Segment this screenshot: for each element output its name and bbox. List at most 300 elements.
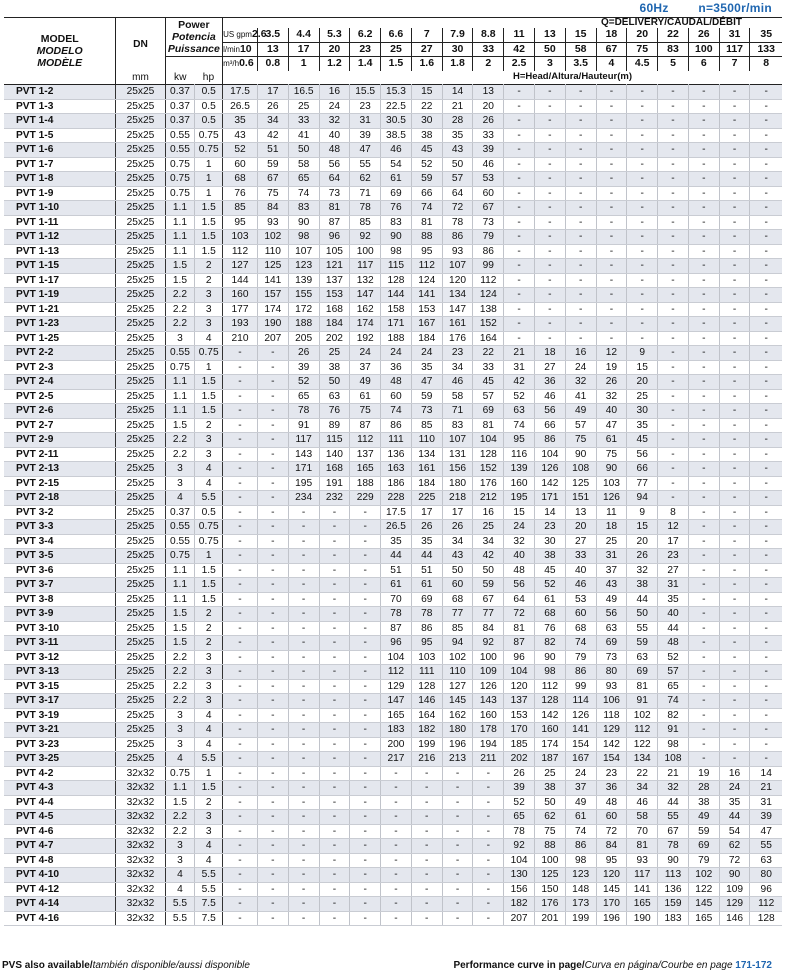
flow-value: 75: [627, 42, 658, 57]
head-cell: 72: [442, 201, 473, 216]
head-cell: 37: [596, 563, 627, 578]
head-cell: 42: [473, 549, 504, 564]
head-cell: -: [719, 592, 750, 607]
flow-value: 13: [534, 28, 565, 42]
speed-caption: [613, 1, 772, 15]
head-cell: -: [319, 708, 350, 723]
head-cell: 114: [565, 694, 596, 709]
head-cell: 70: [381, 592, 412, 607]
model-cell: PVT 3-19: [4, 708, 116, 723]
head-cell: 17: [257, 85, 288, 100]
head-cell: 202: [504, 752, 535, 767]
head-cell: 141: [411, 288, 442, 303]
head-cell: -: [719, 708, 750, 723]
head-cell: 17: [442, 505, 473, 520]
head-cell: 93: [596, 679, 627, 694]
head-cell: -: [534, 99, 565, 114]
head-cell: -: [350, 839, 381, 854]
head-cell: -: [688, 679, 719, 694]
head-cell: 45: [473, 375, 504, 390]
head-cell: 102: [442, 650, 473, 665]
head-cell: 89: [319, 418, 350, 433]
head-cell: -: [719, 462, 750, 477]
head-cell: 171: [534, 491, 565, 506]
flow-value: 27: [411, 42, 442, 57]
head-cell: -: [596, 302, 627, 317]
dn-cell: 25x25: [116, 346, 165, 361]
head-cell: 63: [596, 621, 627, 636]
head-cell: 52: [658, 650, 689, 665]
head-cell: -: [719, 563, 750, 578]
table-row: [4, 85, 782, 100]
head-cell: 60: [565, 607, 596, 622]
head-cell: -: [688, 273, 719, 288]
head-cell: -: [257, 911, 288, 926]
hp-cell: 7.5: [195, 897, 223, 912]
head-cell: 50: [627, 607, 658, 622]
head-cell: -: [688, 128, 719, 143]
head-cell: -: [257, 694, 288, 709]
head-cell: -: [627, 172, 658, 187]
head-cell: -: [257, 476, 288, 491]
table-row: [4, 520, 782, 535]
model-cell: PVT 3-12: [4, 650, 116, 665]
head-cell: 38: [534, 549, 565, 564]
head-cell: 78: [288, 404, 319, 419]
head-cell: 156: [504, 882, 535, 897]
dn-cell: 25x25: [116, 244, 165, 259]
hp-cell: 1.5: [195, 592, 223, 607]
head-cell: 85: [350, 215, 381, 230]
head-cell: 127: [223, 259, 258, 274]
head-cell: -: [223, 679, 258, 694]
power-unit-spacer: [165, 57, 222, 71]
head-cell: 39: [504, 781, 535, 796]
flow-value: 4.5: [627, 57, 658, 71]
head-cell: -: [504, 186, 535, 201]
head-cell: 45: [534, 563, 565, 578]
head-cell: 165: [350, 462, 381, 477]
hp-cell: 3: [195, 317, 223, 332]
dn-cell: 25x25: [116, 665, 165, 680]
kw-cell: 5.5: [165, 897, 195, 912]
table-row: [4, 215, 782, 230]
head-cell: 92: [473, 636, 504, 651]
head-cell: 60: [223, 157, 258, 172]
head-cell: -: [223, 563, 258, 578]
head-cell: -: [750, 505, 782, 520]
head-cell: -: [288, 520, 319, 535]
head-cell: 120: [504, 679, 535, 694]
head-cell: -: [750, 244, 782, 259]
head-cell: 14: [442, 85, 473, 100]
hp-cell: 1: [195, 186, 223, 201]
dn-cell: 32x32: [116, 824, 165, 839]
head-cell: 229: [350, 491, 381, 506]
head-cell: 38: [534, 781, 565, 796]
head-cell: 23: [350, 99, 381, 114]
m3h-unit: [223, 57, 258, 71]
head-cell: 93: [442, 244, 473, 259]
dn-cell: 25x25: [116, 592, 165, 607]
table-row: [4, 781, 782, 796]
head-cell: 136: [381, 447, 412, 462]
model-cell: PVT 1-12: [4, 230, 116, 245]
head-cell: 160: [473, 708, 504, 723]
head-cell: 39: [473, 143, 504, 158]
flow-value: 26: [688, 28, 719, 42]
head-cell: 42: [257, 128, 288, 143]
dn-unit: mm: [116, 71, 165, 85]
head-cell: -: [750, 273, 782, 288]
head-cell: 75: [257, 186, 288, 201]
head-cell: -: [688, 99, 719, 114]
head-cell: -: [257, 346, 288, 361]
model-cell: PVT 1-19: [4, 288, 116, 303]
table-row: [4, 563, 782, 578]
table-row: [4, 665, 782, 680]
head-cell: 96: [750, 882, 782, 897]
head-cell: 84: [473, 621, 504, 636]
head-cell: 67: [658, 824, 689, 839]
head-cell: 69: [688, 839, 719, 854]
head-cell: 59: [257, 157, 288, 172]
head-cell: -: [319, 795, 350, 810]
flow-value: 3.5: [565, 57, 596, 71]
head-cell: 90: [288, 215, 319, 230]
head-cell: 126: [473, 679, 504, 694]
head-cell: -: [688, 636, 719, 651]
hp-cell: 2: [195, 621, 223, 636]
head-cell: 12: [658, 520, 689, 535]
head-cell: 18: [534, 346, 565, 361]
head-cell: 199: [565, 911, 596, 926]
hp-cell: 2: [195, 273, 223, 288]
dn-cell: 25x25: [116, 578, 165, 593]
head-cell: 157: [257, 288, 288, 303]
head-cell: 13: [473, 85, 504, 100]
head-cell: 32: [504, 534, 535, 549]
hp-cell: 4: [195, 331, 223, 346]
head-cell: -: [719, 128, 750, 143]
head-cell: 81: [627, 839, 658, 854]
flow-value: 6.2: [350, 28, 381, 42]
head-cell: 137: [350, 447, 381, 462]
hp-cell: 4: [195, 723, 223, 738]
head-cell: 50: [442, 157, 473, 172]
table-body: [4, 85, 782, 926]
head-cell: 32: [627, 563, 658, 578]
table-row: [4, 607, 782, 622]
head-cell: -: [223, 418, 258, 433]
hp-cell: 0.75: [195, 143, 223, 158]
head-cell: -: [627, 288, 658, 303]
head-cell: 90: [534, 650, 565, 665]
head-cell: -: [411, 766, 442, 781]
head-cell: -: [658, 259, 689, 274]
head-cell: -: [750, 331, 782, 346]
head-cell: -: [504, 114, 535, 129]
head-cell: -: [658, 201, 689, 216]
kw-cell: 0.37: [165, 85, 195, 100]
head-cell: 40: [319, 128, 350, 143]
hp-header: hp: [202, 71, 215, 83]
head-cell: 212: [473, 491, 504, 506]
head-cell: 46: [534, 389, 565, 404]
hp-cell: 3: [195, 679, 223, 694]
dn-cell: 25x25: [116, 230, 165, 245]
head-cell: 48: [504, 563, 535, 578]
head-cell: 38.5: [381, 128, 412, 143]
head-cell: -: [750, 346, 782, 361]
head-cell: -: [350, 752, 381, 767]
head-cell: 57: [658, 665, 689, 680]
kw-cell: 1.1: [165, 563, 195, 578]
head-cell: -: [658, 418, 689, 433]
table-row: [4, 897, 782, 912]
head-cell: 142: [534, 708, 565, 723]
head-cell: 213: [442, 752, 473, 767]
head-cell: -: [750, 592, 782, 607]
head-cell: 172: [288, 302, 319, 317]
head-cell: -: [658, 186, 689, 201]
head-cell: 171: [381, 317, 412, 332]
head-cell: -: [750, 317, 782, 332]
head-cell: 40: [504, 549, 535, 564]
head-cell: 60: [381, 389, 412, 404]
head-cell: 79: [688, 853, 719, 868]
hp-cell: 2: [195, 418, 223, 433]
head-cell: 49: [350, 375, 381, 390]
table-row: [4, 708, 782, 723]
head-cell: 112: [223, 244, 258, 259]
head-cell: 82: [534, 636, 565, 651]
head-cell: 69: [627, 665, 658, 680]
head-cell: -: [257, 578, 288, 593]
head-cell: 104: [534, 447, 565, 462]
head-cell: -: [596, 201, 627, 216]
head-cell: -: [627, 259, 658, 274]
head-cell: -: [688, 505, 719, 520]
head-cell: -: [223, 476, 258, 491]
head-cell: -: [688, 447, 719, 462]
head-cell: 27: [534, 360, 565, 375]
kw-cell: 1.1: [165, 578, 195, 593]
head-cell: 35: [223, 114, 258, 129]
head-cell: 117: [627, 868, 658, 883]
head-cell: 112: [411, 259, 442, 274]
head-cell: -: [596, 99, 627, 114]
head-cell: 183: [381, 723, 412, 738]
head-cell: -: [350, 694, 381, 709]
kw-cell: 4: [165, 868, 195, 883]
head-cell: 16: [319, 85, 350, 100]
head-cell: -: [350, 853, 381, 868]
model-cell: PVT 2-2: [4, 346, 116, 361]
head-cell: -: [411, 868, 442, 883]
head-cell: -: [288, 592, 319, 607]
head-cell: 57: [473, 389, 504, 404]
head-cell: 147: [381, 694, 412, 709]
head-cell: -: [223, 694, 258, 709]
flow-value: 2.5: [504, 57, 535, 71]
kw-cell: 1.1: [165, 389, 195, 404]
head-cell: -: [223, 360, 258, 375]
head-cell: 87: [350, 418, 381, 433]
head-cell: 100: [473, 650, 504, 665]
kw-cell: 2.2: [165, 679, 195, 694]
dn-cell: 25x25: [116, 143, 165, 158]
dn-header: DN: [116, 18, 165, 71]
head-cell: 20: [627, 375, 658, 390]
head-cell: 34: [473, 534, 504, 549]
flow-value: 7.9: [442, 28, 473, 42]
head-cell: 199: [411, 737, 442, 752]
head-cell: -: [257, 563, 288, 578]
head-cell: -: [223, 505, 258, 520]
head-cell: -: [288, 897, 319, 912]
head-cell: 63: [627, 650, 658, 665]
head-cell: -: [288, 810, 319, 825]
head-cell: 150: [534, 882, 565, 897]
head-cell: 126: [534, 462, 565, 477]
head-cell: -: [534, 215, 565, 230]
table-row: [4, 723, 782, 738]
head-cell: -: [223, 752, 258, 767]
head-cell: -: [350, 824, 381, 839]
head-cell: 75: [534, 824, 565, 839]
head-cell: 38: [688, 795, 719, 810]
head-cell: 15: [411, 85, 442, 100]
head-cell: -: [288, 795, 319, 810]
head-cell: -: [750, 201, 782, 216]
head-cell: 77: [627, 476, 658, 491]
head-cell: -: [319, 505, 350, 520]
flow-value: 17: [288, 42, 319, 57]
dn-cell: 32x32: [116, 795, 165, 810]
head-cell: -: [688, 534, 719, 549]
flow-value: 50: [534, 42, 565, 57]
head-cell: 67: [257, 172, 288, 187]
head-cell: 52: [411, 157, 442, 172]
head-cell: -: [257, 404, 288, 419]
head-cell: 153: [504, 708, 535, 723]
head-cell: 154: [596, 752, 627, 767]
head-cell: 91: [288, 418, 319, 433]
kw-cell: 1.5: [165, 607, 195, 622]
head-cell: -: [658, 288, 689, 303]
head-cell: 62: [719, 839, 750, 854]
head-cell: 128: [411, 679, 442, 694]
head-cell: 50: [534, 795, 565, 810]
head-cell: 86: [534, 433, 565, 448]
head-cell: -: [750, 520, 782, 535]
head-cell: 202: [319, 331, 350, 346]
table-row: [4, 418, 782, 433]
head-cell: 81: [473, 418, 504, 433]
head-cell: -: [257, 839, 288, 854]
head-cell: -: [719, 752, 750, 767]
head-cell: 146: [411, 694, 442, 709]
head-cell: 90: [381, 230, 412, 245]
head-cell: -: [223, 737, 258, 752]
head-cell: 43: [223, 128, 258, 143]
dn-cell: 25x25: [116, 259, 165, 274]
head-cell: 188: [350, 476, 381, 491]
head-cell: 30: [627, 404, 658, 419]
dn-cell: 25x25: [116, 302, 165, 317]
head-cell: 126: [596, 491, 627, 506]
head-cell: -: [223, 839, 258, 854]
table-row: [4, 389, 782, 404]
head-cell: 141: [565, 723, 596, 738]
model-cell: PVT 4-16: [4, 911, 116, 926]
head-cell: 58: [627, 810, 658, 825]
head-cell: 92: [504, 839, 535, 854]
kw-cell: 1.1: [165, 244, 195, 259]
dn-cell: 25x25: [116, 85, 165, 100]
head-cell: -: [658, 491, 689, 506]
head-cell: -: [565, 114, 596, 129]
head-cell: 134: [411, 447, 442, 462]
head-cell: -: [565, 201, 596, 216]
head-cell: 30: [534, 534, 565, 549]
head-cell: -: [565, 215, 596, 230]
head-cell: 78: [658, 839, 689, 854]
head-cell: -: [750, 462, 782, 477]
hp-cell: 1.5: [195, 375, 223, 390]
head-cell: 137: [504, 694, 535, 709]
page-link[interactable]: 171-172: [735, 960, 772, 971]
table-row: [4, 433, 782, 448]
head-cell: 31: [750, 795, 782, 810]
head-cell: -: [473, 839, 504, 854]
head-cell: -: [442, 810, 473, 825]
head-cell: 152: [473, 462, 504, 477]
head-cell: -: [350, 868, 381, 883]
kw-cell: 1.5: [165, 418, 195, 433]
table-row: [4, 476, 782, 491]
flow-value: 2: [473, 57, 504, 71]
head-cell: -: [504, 128, 535, 143]
head-cell: 42: [504, 375, 535, 390]
head-cell: 207: [257, 331, 288, 346]
head-cell: 79: [473, 230, 504, 245]
head-cell: -: [288, 578, 319, 593]
flow-value: 67: [596, 42, 627, 57]
head-cell: 52: [288, 375, 319, 390]
table-row: [4, 578, 782, 593]
head-cell: -: [257, 853, 288, 868]
head-cell: 69: [473, 404, 504, 419]
head-cell: 68: [565, 621, 596, 636]
head-cell: 153: [411, 302, 442, 317]
head-cell: -: [688, 433, 719, 448]
head-cell: 137: [319, 273, 350, 288]
head-cell: -: [257, 708, 288, 723]
head-cell: -: [288, 636, 319, 651]
head-cell: 125: [565, 476, 596, 491]
head-cell: 37: [565, 781, 596, 796]
head-cell: -: [719, 114, 750, 129]
head-cell: -: [223, 723, 258, 738]
hp-cell: 4: [195, 737, 223, 752]
hp-cell: 3: [195, 302, 223, 317]
head-cell: 24: [565, 360, 596, 375]
head-cell: 174: [534, 737, 565, 752]
hp-cell: 7.5: [195, 911, 223, 926]
head-cell: -: [381, 781, 412, 796]
